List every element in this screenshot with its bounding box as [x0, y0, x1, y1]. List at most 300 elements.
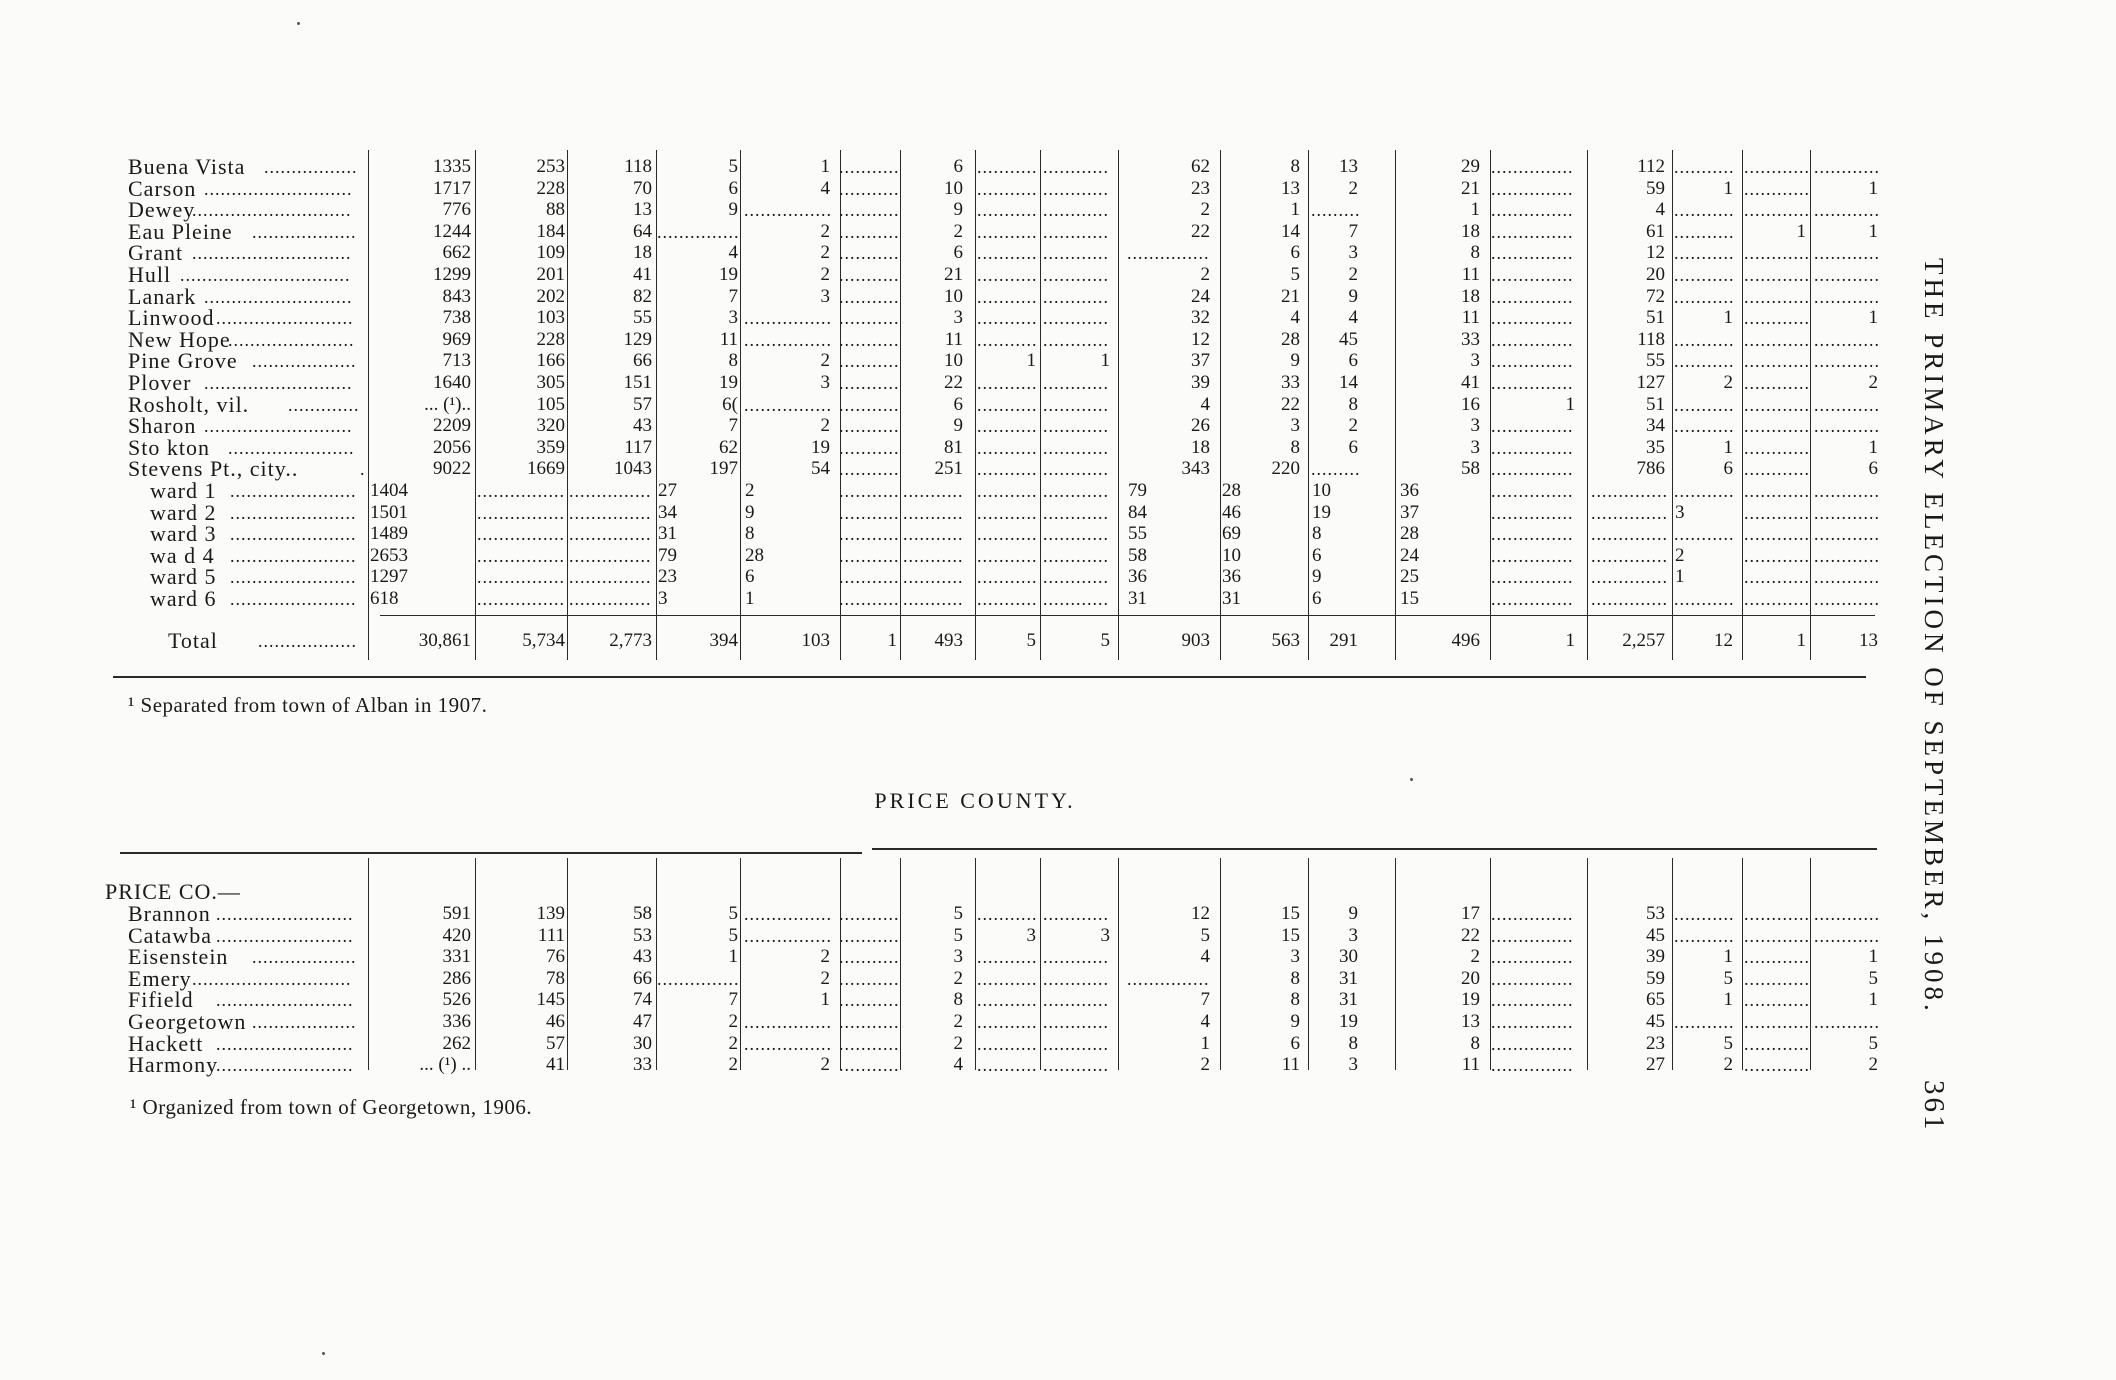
table-cell: 1297: [370, 566, 408, 587]
table-cell: 2: [1868, 372, 1878, 393]
table-cell: 58: [1461, 458, 1480, 479]
table-cell: 19: [1461, 989, 1480, 1010]
table-cell: 111: [537, 925, 565, 946]
table-cell: 36: [1222, 566, 1241, 587]
dot-leader: ...........: [839, 904, 900, 924]
table-cell: 88: [546, 199, 565, 220]
row-label: Carson: [128, 176, 197, 201]
column-rule: [1040, 150, 1041, 660]
total-cell: 2,257: [1622, 630, 1665, 651]
dot-leader: ................: [744, 395, 832, 415]
column-rule: [1742, 858, 1743, 1070]
row-label: Brannon: [128, 901, 211, 926]
row-label: Emery: [128, 966, 192, 991]
paper-speck: [297, 22, 300, 25]
dot-leader: ...............: [1491, 416, 1574, 436]
dot-leader: ...........: [839, 459, 900, 479]
dot-leader: ............: [1043, 179, 1109, 199]
total-rule: [380, 615, 1875, 616]
table-cell: 2: [820, 1054, 830, 1075]
dot-leader: ...............: [1491, 1012, 1574, 1032]
dot-leader: ...........: [977, 265, 1038, 285]
column-rule: [1810, 858, 1811, 1070]
table-cell: 3: [1290, 946, 1300, 967]
row-label: Hackett: [128, 1031, 204, 1056]
row-label: ward 2: [150, 500, 217, 525]
dot-leader: ............: [1744, 904, 1810, 924]
dot-leader: ...........: [1674, 524, 1735, 544]
dot-leader: ............: [1744, 287, 1810, 307]
total-cell: 1: [887, 630, 897, 651]
row-label: Eau Pleine: [128, 219, 233, 244]
dot-leader: ............: [1043, 990, 1109, 1010]
table-cell: 1: [1100, 350, 1110, 371]
table-cell: 55: [1646, 350, 1665, 371]
dot-leader: ...........: [839, 157, 900, 177]
dot-leader: ...........................: [204, 416, 353, 436]
column-rule: [840, 150, 841, 660]
table-cell: 12: [1191, 329, 1210, 350]
dot-leader: ...............: [1491, 567, 1574, 587]
table-cell: 1299: [433, 264, 471, 285]
row-label: wa d 4: [150, 543, 215, 568]
dot-leader: ...........: [977, 546, 1038, 566]
dot-leader: ...........: [1674, 330, 1735, 350]
table-cell: 28: [1400, 523, 1419, 544]
total-cell: 394: [709, 630, 738, 651]
table-cell: 359: [536, 437, 565, 458]
dot-leader: ...............................: [180, 265, 351, 285]
table-cell: 5: [953, 903, 963, 924]
dot-leader: ............: [1814, 904, 1880, 924]
table-cell: 6: [953, 156, 963, 177]
table-cell: 84: [1128, 502, 1147, 523]
dot-leader: ...........: [903, 524, 964, 544]
dot-leader: ...........: [1674, 589, 1735, 609]
row-label: New Hope: [128, 327, 231, 352]
table-cell: 72: [1646, 286, 1665, 307]
dot-leader: .......................: [228, 330, 355, 350]
dot-leader: ...........: [903, 589, 964, 609]
dot-leader: ............: [1814, 567, 1880, 587]
dot-leader: ............: [1043, 947, 1109, 967]
table-cell: 3: [1026, 925, 1036, 946]
dot-leader: ............: [1744, 157, 1810, 177]
table-cell: 591: [442, 903, 471, 924]
table-cell: 228: [536, 178, 565, 199]
table-cell: 31: [1222, 588, 1241, 609]
table-cell: 9: [1290, 350, 1300, 371]
dot-leader: ...........: [839, 308, 900, 328]
total-cell: 30,861: [418, 630, 471, 651]
table-cell: 18: [1461, 286, 1480, 307]
table-cell: 738: [442, 307, 471, 328]
table-cell: 36: [1400, 480, 1419, 501]
dot-leader: ................: [744, 926, 832, 946]
table-cell: 78: [546, 968, 565, 989]
dot-leader: ...............: [1491, 546, 1574, 566]
table-cell: 118: [1637, 329, 1665, 350]
table-cell: 10: [944, 350, 963, 371]
table-cell: 15: [1281, 903, 1300, 924]
table-cell: 41: [546, 1054, 565, 1075]
table-cell: 23: [658, 566, 677, 587]
table-cell: 969: [442, 329, 471, 350]
table-cell: 1: [1290, 199, 1300, 220]
dot-leader: ............: [1744, 330, 1810, 350]
column-rule: [656, 150, 657, 660]
column-rule: [368, 150, 369, 660]
table-cell: 33: [633, 1054, 652, 1075]
table-cell: 1: [1200, 1033, 1210, 1054]
dot-leader: ............: [1814, 157, 1880, 177]
column-rule: [1490, 858, 1491, 1070]
dot-leader: ..............: [1591, 567, 1668, 587]
row-label: Stevens Pt., city..: [128, 456, 299, 481]
table-cell: 31: [1128, 588, 1147, 609]
table-cell: 713: [442, 350, 471, 371]
table-cell: 2: [1675, 545, 1685, 566]
dot-leader: ...................: [252, 947, 357, 967]
table-cell: 4: [1200, 1011, 1210, 1032]
table-cell: 2: [820, 264, 830, 285]
table-cell: 62: [719, 437, 738, 458]
table-cell: 29: [1461, 156, 1480, 177]
dot-leader: ................: [477, 524, 565, 544]
dot-leader: ...........: [839, 546, 900, 566]
table-cell: 1: [820, 156, 830, 177]
table-cell: 5: [728, 156, 738, 177]
dot-leader: ...........: [839, 222, 900, 242]
dot-leader: ...........: [903, 503, 964, 523]
table-cell: 3: [1470, 437, 1480, 458]
dot-leader: .........................: [216, 308, 354, 328]
table-cell: 53: [1646, 903, 1665, 924]
row-label: Linwood: [128, 305, 215, 330]
table-cell: 9: [953, 415, 963, 436]
dot-leader: ............: [1744, 969, 1810, 989]
dot-leader: ...........: [839, 287, 900, 307]
table-cell: 5: [1868, 1033, 1878, 1054]
dot-leader: .......................: [230, 546, 357, 566]
table-cell: 51: [1646, 307, 1665, 328]
table-cell: 46: [1222, 502, 1241, 523]
total-cell: 496: [1451, 630, 1480, 651]
table-cell: 22: [1461, 925, 1480, 946]
column-rule: [1395, 150, 1396, 660]
table-cell: 1: [1723, 178, 1733, 199]
dot-leader: ...............: [1491, 1034, 1574, 1054]
dot-leader: ...........: [977, 1034, 1038, 1054]
dot-leader: ...........: [839, 179, 900, 199]
dot-leader: ............: [1744, 503, 1810, 523]
table-cell: 3: [1100, 925, 1110, 946]
table-cell: 6: [1290, 1033, 1300, 1054]
dot-leader: ............: [1043, 481, 1109, 501]
table-cell: 8: [1470, 1033, 1480, 1054]
table-cell: 20: [1646, 264, 1665, 285]
table-cell: 5: [1200, 925, 1210, 946]
footnote-harmony: ¹ Organized from town of Georgetown, 1906.: [130, 1095, 533, 1119]
table-cell: 1404: [370, 480, 408, 501]
dot-leader: ...............: [1491, 969, 1574, 989]
table-cell: 103: [536, 307, 565, 328]
table-cell: 9: [1348, 903, 1358, 924]
dot-leader: ................: [744, 200, 832, 220]
dot-leader: ...........: [977, 503, 1038, 523]
dot-leader: ...........: [977, 524, 1038, 544]
dot-leader: ................: [744, 1012, 832, 1032]
table-cell: 24: [1400, 545, 1419, 566]
table-cell: 8: [745, 523, 755, 544]
table-cell: 11: [1461, 307, 1480, 328]
dot-leader: ...........: [839, 567, 900, 587]
table-cell: 2: [1348, 264, 1358, 285]
table-cell: 7: [728, 415, 738, 436]
row-label: Pine Grove: [128, 348, 238, 373]
dot-leader: ...........: [1674, 287, 1735, 307]
table-cell: 3: [1348, 1054, 1358, 1075]
dot-leader: .......................: [230, 589, 357, 609]
dot-leader: ...........: [839, 481, 900, 501]
dot-leader: ...................: [252, 351, 357, 371]
column-rule: [975, 858, 976, 1070]
table-cell: 6: [1290, 242, 1300, 263]
table-cell: 2: [820, 350, 830, 371]
column-rule: [567, 150, 568, 660]
table-cell: 27: [658, 480, 677, 501]
table-cell: 3: [1290, 415, 1300, 436]
table-cell: 8: [1290, 989, 1300, 1010]
table-cell: 127: [1636, 372, 1665, 393]
column-rule: [1810, 150, 1811, 660]
dot-leader: ...........: [839, 524, 900, 544]
row-label: ward 6: [150, 586, 217, 611]
table-cell: 57: [633, 394, 652, 415]
price-table-top-rule: [120, 852, 862, 854]
table-cell: 41: [1461, 372, 1480, 393]
dot-leader: ................: [744, 1034, 832, 1054]
table-cell: 5: [728, 925, 738, 946]
dot-leader: ............: [1814, 481, 1880, 501]
table-cell: 11: [1461, 264, 1480, 285]
dot-leader: ...........: [977, 481, 1038, 501]
table-cell: 2056: [433, 437, 471, 458]
table-cell: 786: [1636, 458, 1665, 479]
table-cell: 331: [442, 946, 471, 967]
table-cell: 7: [1200, 989, 1210, 1010]
total-cell: 13: [1859, 630, 1878, 651]
dot-leader: ...........: [1674, 351, 1735, 371]
dot-leader: ...............: [1491, 438, 1574, 458]
table-cell: 39: [1646, 946, 1665, 967]
dot-leader: ...............: [1491, 524, 1574, 544]
table-cell: 3: [820, 372, 830, 393]
dot-leader: .......................: [230, 503, 357, 523]
table-cell: 776: [442, 199, 471, 220]
table-cell: 2: [745, 480, 755, 501]
dot-leader: ...........: [977, 567, 1038, 587]
dot-leader: ...........: [977, 904, 1038, 924]
dot-leader: ..............: [1591, 481, 1668, 501]
table-cell: 117: [624, 437, 652, 458]
table-cell: 19: [1312, 502, 1331, 523]
column-rule: [1220, 858, 1221, 1070]
dot-leader: ............: [1744, 416, 1810, 436]
table-cell: 19: [811, 437, 830, 458]
table-cell: 15: [1400, 588, 1419, 609]
table-cell: 5: [1290, 264, 1300, 285]
dot-leader: ............: [1744, 926, 1810, 946]
table-cell: 61: [1646, 221, 1665, 242]
table-cell: 197: [709, 458, 738, 479]
table-cell: 2: [728, 1054, 738, 1075]
dot-leader: ............: [1744, 438, 1810, 458]
column-rule: [900, 858, 901, 1070]
dot-leader: .......................: [230, 567, 357, 587]
table-cell: 1: [1868, 178, 1878, 199]
dot-leader: ...........: [977, 990, 1038, 1010]
dot-leader: ............: [1043, 459, 1109, 479]
dot-leader: ...........: [839, 1012, 900, 1032]
table-cell: 22: [944, 372, 963, 393]
table-cell: 1489: [370, 523, 408, 544]
row-label: ward 3: [150, 521, 217, 546]
dot-leader: ............: [1814, 546, 1880, 566]
dot-leader: ...........: [839, 589, 900, 609]
table-cell: 2: [1470, 946, 1480, 967]
total-cell: 291: [1329, 630, 1358, 651]
table-cell: 21: [1461, 178, 1480, 199]
table-cell: 1: [1868, 946, 1878, 967]
dot-leader: ............: [1744, 373, 1810, 393]
dot-leader: ...........................: [204, 179, 353, 199]
paper-speck: [1410, 778, 1413, 781]
row-label: Grant: [128, 240, 184, 265]
dot-leader: ...........: [839, 395, 900, 415]
dot-leader: ............: [1744, 546, 1810, 566]
dot-leader: ............: [1043, 524, 1109, 544]
total-label: Total: [168, 628, 218, 653]
table-cell: 34: [1646, 415, 1665, 436]
dot-leader: ...........: [977, 222, 1038, 242]
dot-leader: ............: [1814, 351, 1880, 371]
dot-leader: ...........................: [204, 373, 353, 393]
row-label: Eisenstein: [128, 944, 229, 969]
total-cell: 2,773: [609, 630, 652, 651]
dot-leader: ...........: [977, 179, 1038, 199]
table-cell: 46: [546, 1011, 565, 1032]
dot-leader: ............: [1043, 567, 1109, 587]
dot-leader: ..................: [258, 631, 357, 651]
table-cell: 3: [658, 588, 668, 609]
table-cell: 10: [1222, 545, 1241, 566]
table-cell: 662: [442, 242, 471, 263]
table-cell: ... (¹)..: [424, 394, 471, 415]
table-cell: 14: [1281, 221, 1300, 242]
table-cell: 1501: [370, 502, 408, 523]
dot-leader: ............: [1814, 243, 1880, 263]
table-cell: 8: [1290, 156, 1300, 177]
dot-leader: .........................: [216, 926, 354, 946]
table-cell: 228: [536, 329, 565, 350]
dot-leader: ...........: [977, 438, 1038, 458]
table-cell: 15: [1281, 925, 1300, 946]
table-cell: 13: [633, 199, 652, 220]
table-cell: 16: [1461, 394, 1480, 415]
table-cell: 2: [820, 221, 830, 242]
dot-leader: .............: [288, 395, 360, 415]
table-cell: 420: [442, 925, 471, 946]
dot-leader: ............: [1043, 222, 1109, 242]
table-cell: 6: [1723, 458, 1733, 479]
dot-leader: ............: [1043, 265, 1109, 285]
dot-leader: ............: [1043, 416, 1109, 436]
column-rule: [475, 150, 476, 660]
table-cell: 9: [1312, 566, 1322, 587]
total-cell: 103: [801, 630, 830, 651]
column-rule: [1395, 858, 1396, 1070]
table-cell: 35: [1646, 437, 1665, 458]
table-cell: 1: [1796, 221, 1806, 242]
dot-leader: ...............: [657, 222, 740, 242]
table-cell: 37: [1191, 350, 1210, 371]
table-cell: 55: [633, 307, 652, 328]
table-cell: 9022: [433, 458, 471, 479]
dot-leader: ............: [1814, 265, 1880, 285]
table-cell: 28: [745, 545, 764, 566]
table-cell: 320: [536, 415, 565, 436]
table-cell: 58: [1128, 545, 1147, 566]
table-cell: 59: [1646, 968, 1665, 989]
table-cell: 62: [1191, 156, 1210, 177]
table-cell: 24: [1191, 286, 1210, 307]
table-cell: 32: [1191, 307, 1210, 328]
table-cell: 21: [944, 264, 963, 285]
table-cell: 14: [1339, 372, 1358, 393]
table-cell: 1: [728, 946, 738, 967]
table-cell: 9: [953, 199, 963, 220]
dot-leader: ...........: [839, 200, 900, 220]
dot-leader: ............: [1744, 308, 1810, 328]
total-cell: 1: [1796, 630, 1806, 651]
total-cell: 5: [1026, 630, 1036, 651]
dot-leader: ...........: [977, 589, 1038, 609]
table-cell: 64: [633, 221, 652, 242]
dot-leader: .............................: [192, 969, 352, 989]
table-cell: 59: [1646, 178, 1665, 199]
table-cell: 105: [536, 394, 565, 415]
dot-leader: ...............: [1491, 287, 1574, 307]
table-cell: 3: [728, 307, 738, 328]
dot-leader: ...........: [977, 1012, 1038, 1032]
paper-speck: [322, 1352, 325, 1355]
table-cell: 2: [953, 221, 963, 242]
table-cell: 7: [728, 989, 738, 1010]
table-cell: 2: [1200, 1054, 1210, 1075]
dot-leader: ............: [1744, 351, 1810, 371]
table-cell: 2: [728, 1011, 738, 1032]
table-cell: 65: [1646, 989, 1665, 1010]
table-cell: 9: [1348, 286, 1358, 307]
dot-leader: ............: [1043, 395, 1109, 415]
dot-leader: ............: [1814, 1012, 1880, 1032]
row-label: Harmony: [128, 1052, 219, 1077]
dot-leader: ...............: [1491, 481, 1574, 501]
table-cell: 79: [1128, 480, 1147, 501]
dot-leader: ................: [744, 904, 832, 924]
dot-leader: ................: [477, 481, 565, 501]
